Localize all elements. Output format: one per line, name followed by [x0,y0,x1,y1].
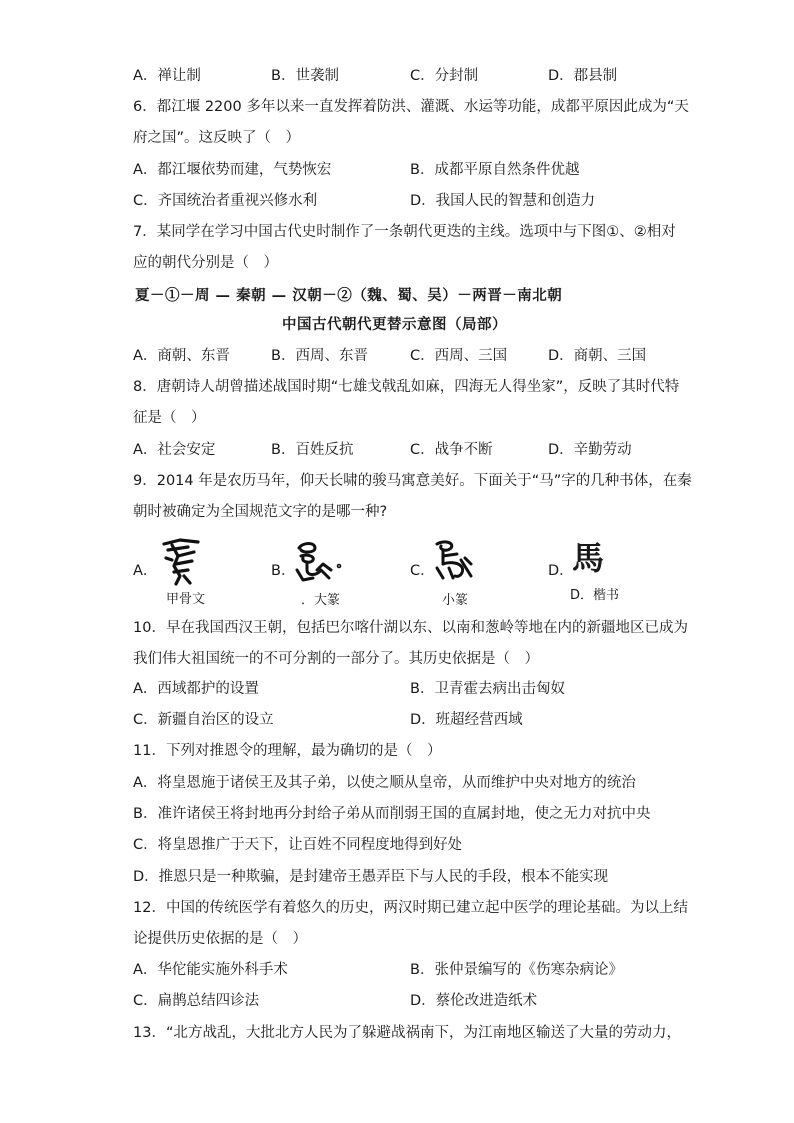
q11-stem-line-1: 11．下列对推恩令的理解，最为确切的是（ ） [133,743,442,759]
q10-option-d: D．班超经营西域 [410,712,523,728]
q7-stem-line-2: 应的朝代分别是（ ） [133,255,278,271]
q7-stem-line-1: 7．某同学在学习中国古代史时制作了一条朝代更迭的主线。选项中与下图①、②相对 [133,224,676,240]
q6-option-a: A．都江堰依势而建，气势恢宏 [133,162,332,178]
q6-option-c: C．齐国统治者重视兴修水利 [133,193,318,209]
q7-option-a: A．商朝、东晋 [133,348,230,364]
q9-stem-line-1: 9．2014 年是农历马年，仰天长啸的骏马寓意美好。下面关于“马”字的几种书体，在秦 [133,473,692,489]
q8-stem-line-1: 8．唐朝诗人胡曾描述战国时期“七雄戈戟乱如麻，四海无人得坐家”，反映了其时代特 [133,379,680,395]
q9-option-c-letter: C． [410,563,435,579]
q13-stem-line-1: 13．“北方战乱，大批北方人民为了躲避战祸南下，为江南地区输送了大量的劳动力， [133,1025,681,1041]
q9-option-b-letter: B． [271,563,296,579]
q10-option-b: B．卫青霍去病出击匈奴 [410,681,565,697]
q9-option-d-letter: D． [548,563,574,579]
horse-oracle-bone-glyph-icon [158,536,204,586]
q9-caption-small-seal: 小篆 [442,593,469,608]
q7-option-b: B．西周、东晋 [271,348,368,364]
q10-option-a: A．西域都护的设置 [133,681,259,697]
q10-stem-line-1: 10．早在我国西汉王朝，包括巴尔喀什湖以东、以南和葱岭等地在内的新疆地区已成为 [133,620,688,636]
q10-stem-line-2: 我们伟大祖国统一的不可分割的一部分了。其历史依据是（ ） [133,651,539,667]
q6-option-b: B．成都平原自然条件优越 [410,162,580,178]
dynasty-timeline: 夏－①－周 — 秦朝 — 汉朝－②（魏、蜀、吴）－两晋－南北朝 [135,287,563,304]
horse-great-seal-glyph-icon [293,540,343,584]
q12-option-d: D．蔡伦改进造纸术 [410,993,538,1009]
q9-option-a-letter: A． [133,563,158,579]
q9-caption-oracle: 甲骨文 [166,592,206,607]
q12-option-c: C．扁鹊总结四诊法 [133,993,260,1009]
q8-option-d: D．辛勤劳动 [548,442,632,458]
figure-caption: 中国古代朝代更替示意图（局部） [282,316,507,333]
q12-stem-line-2: 论提供历史依据的是（ ） [133,931,307,947]
q7-option-c: C．西周、三国 [410,348,508,364]
q8-option-c: C．战争不断 [410,442,493,458]
q5-option-c: C．分封制 [410,68,479,84]
q8-stem-line-2: 征是（ ） [133,410,206,426]
q10-option-c: C．新疆自治区的设立 [133,712,274,728]
q12-stem-line-1: 12．中国的传统医学有着悠久的历史，两汉时期已建立起中医学的理论基础。为以上结 [133,900,688,916]
q6-stem-line-1: 6．都江堰 2200 多年以来一直发挥着防洪、灌溉、水运等功能，成都平原因此成为“天 [133,99,689,115]
q9-stem-line-2: 朝时被确定为全国规范文字的是哪一种? [133,504,388,520]
horse-small-seal-glyph-icon [431,538,475,584]
q8-option-b: B．百姓反抗 [271,442,354,458]
q12-option-b: B．张仲景编写的《伤寒杂病论》 [410,962,623,978]
q9-caption-kaishu: D．楷书 [570,588,620,603]
q6-stem-line-2: 府之国”。这反映了（ ） [133,130,301,146]
q11-option-c: C．将皇恩推广于天下，让百姓不同程度地得到好处 [133,837,463,853]
q8-option-a: A．社会安定 [133,442,216,458]
q5-option-b: B．世袭制 [271,68,339,84]
q6-option-d: D．我国人民的智慧和创造力 [410,193,596,209]
horse-kaishu-glyph: 馬 [572,539,605,577]
q5-option-d: D．郡县制 [548,68,618,84]
q11-option-a: A．将皇恩施于诸侯王及其子弟，以使之顺从皇帝，从而维护中央对地方的统治 [133,775,636,791]
q7-option-d: D．商朝、三国 [548,348,647,364]
q9-caption-great-seal: ．大篆 [301,593,341,608]
q11-option-d: D．推恩只是一种欺骗，是封建帝王愚弄臣下与人民的手段，根本不能实现 [133,869,609,885]
q11-option-b: B．准许诸侯王将封地再分封给子弟从而削弱王国的直属封地，使之无力对抗中央 [133,806,651,822]
q12-option-a: A．华佗能实施外科手术 [133,962,288,978]
q5-option-a: A．禅让制 [133,68,201,84]
